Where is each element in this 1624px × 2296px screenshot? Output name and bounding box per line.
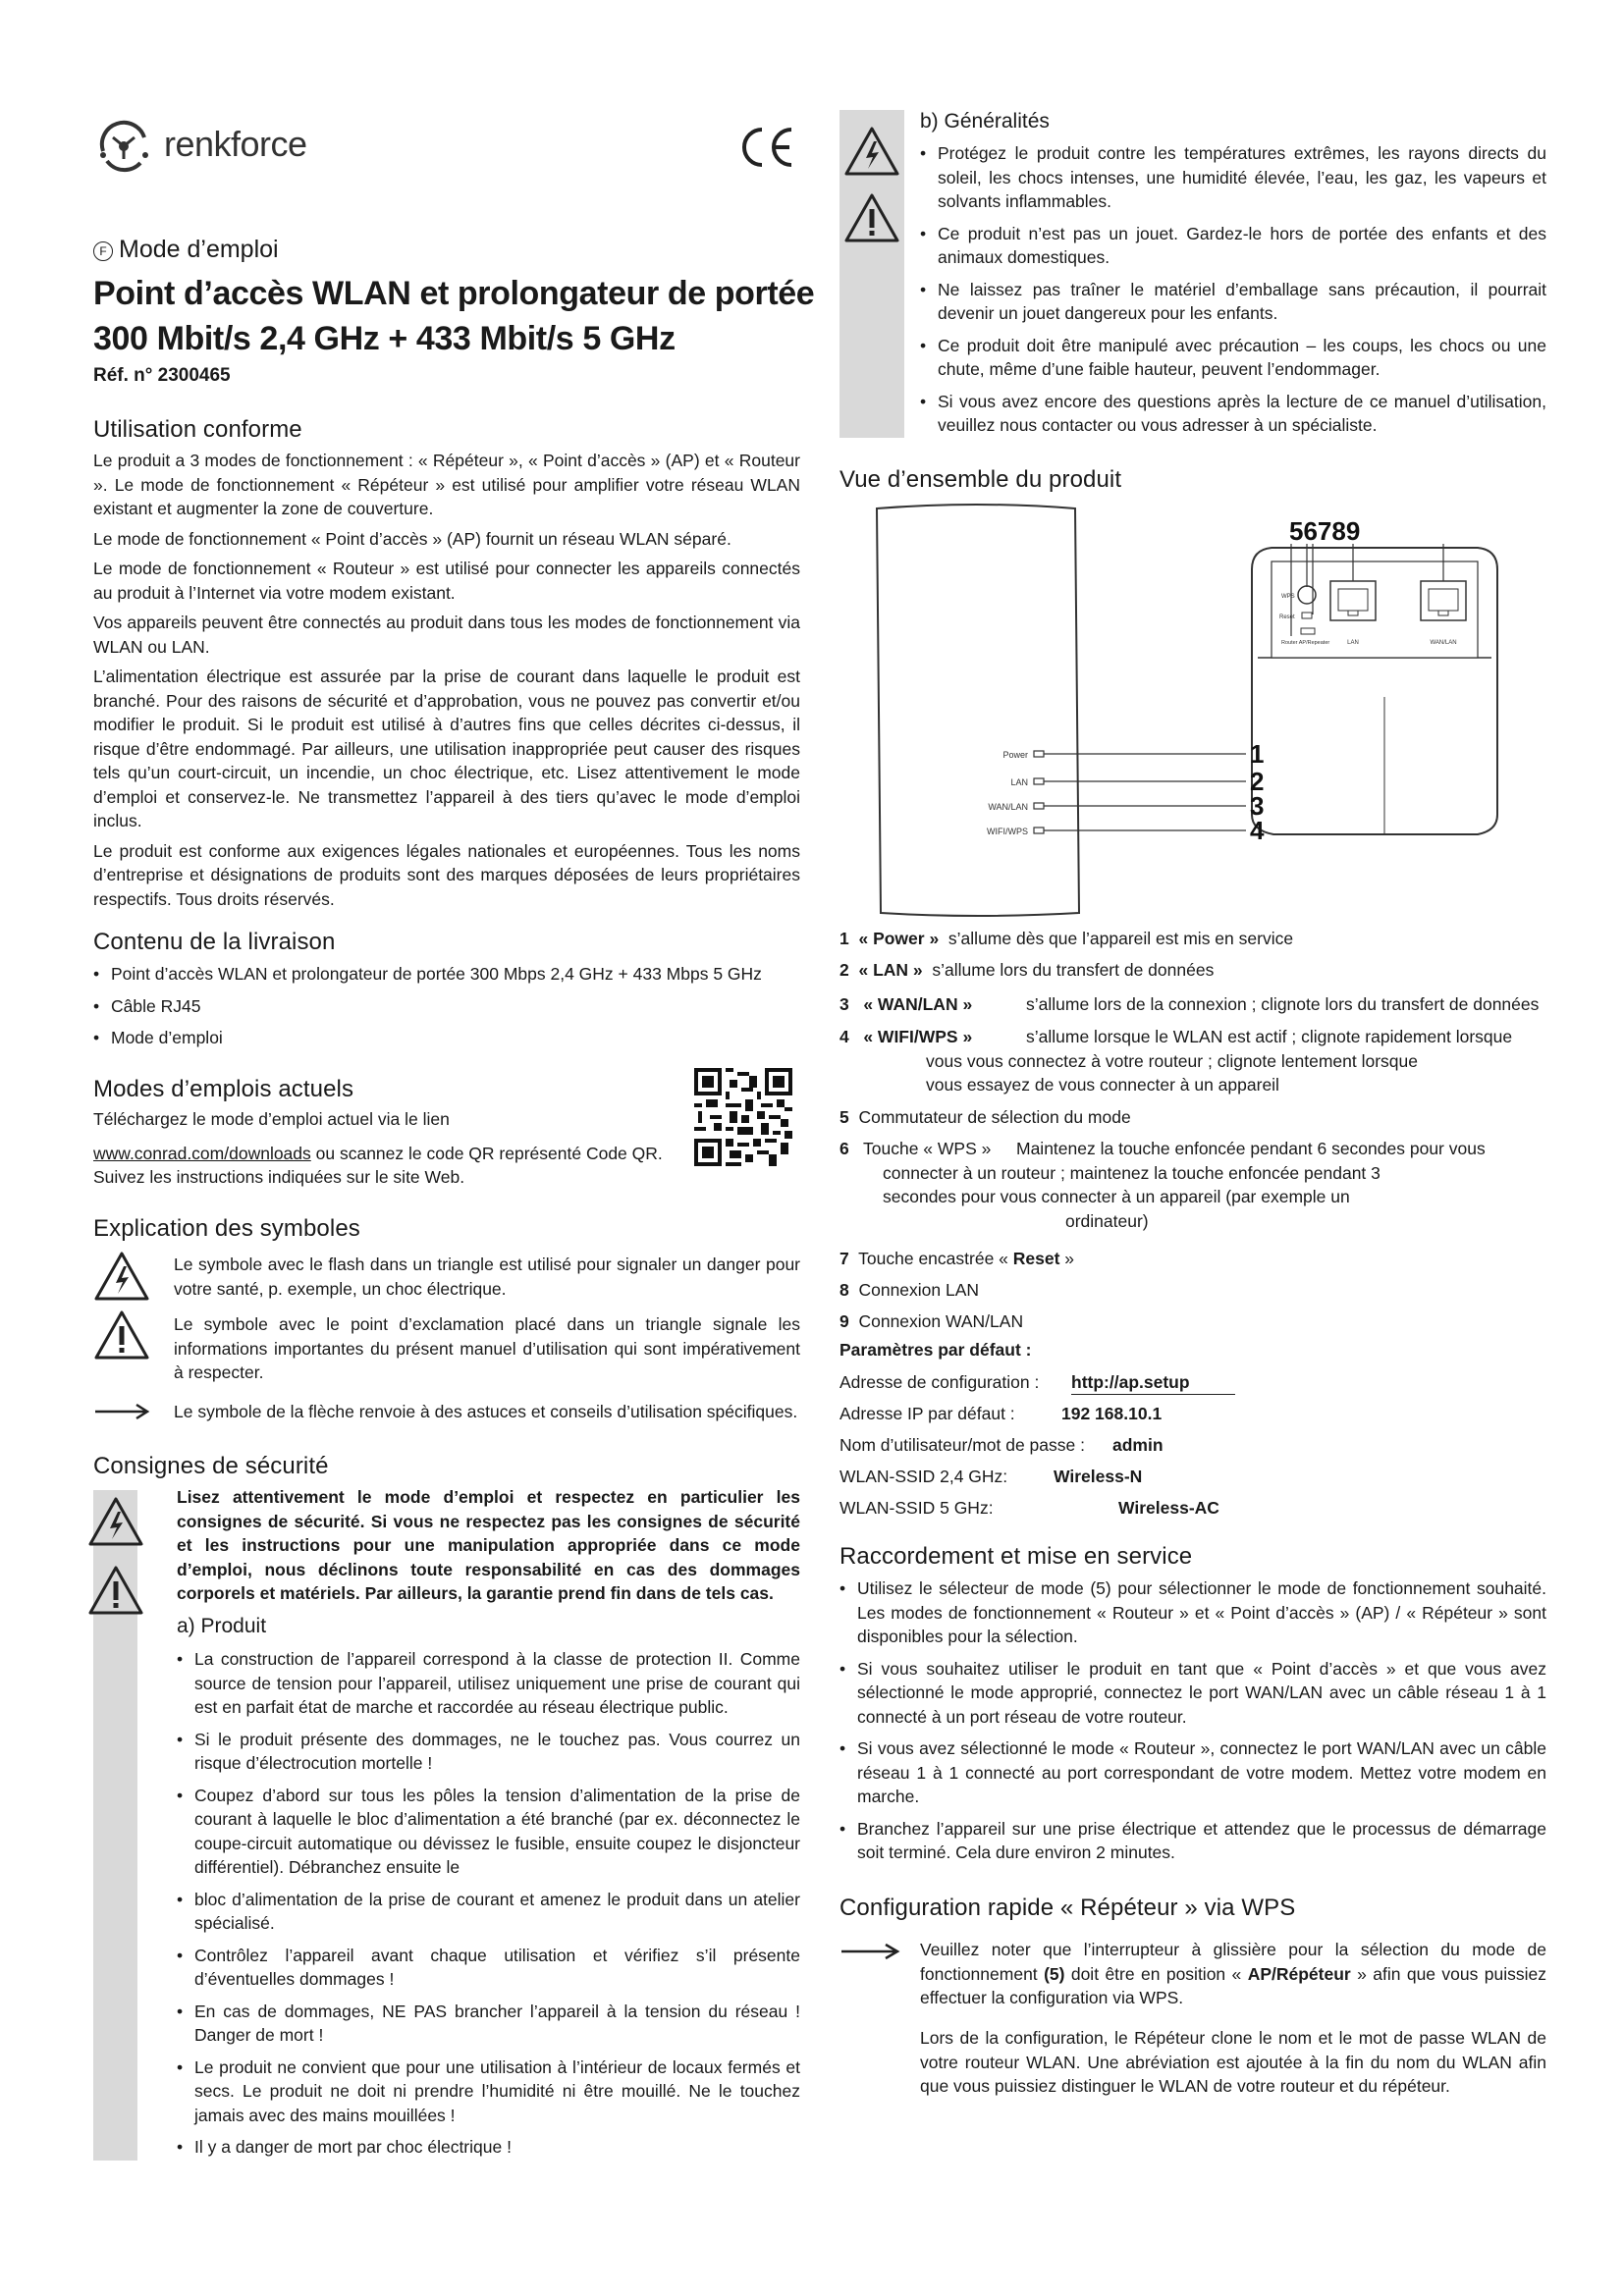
manuals-text <box>93 1107 682 1190</box>
list-item: • Ne laissez pas traîner le matériel d’emballage sans précaution, il pourrait devenir un jouet dangereux pour les enfants. <box>920 278 1546 326</box>
list-item: • Coupez d’abord sur tous les pôles la tension d’alimentation de la prise de courant à laquelle le bloc d’alimentation a été branché (par ex. déconnectez le coupe-circuit automatique ou dévissez le fusible, ensuite coupez le disjoncteur différentiel). Débranchez ensuite le <box>177 1784 800 1880</box>
figure-top-numbers: 56789 <box>1289 516 1361 546</box>
doc-type-label: Mode d’emploi <box>119 236 279 263</box>
reference-number: Réf. n° 2300465 <box>93 365 231 386</box>
list-item: • Ce produit n’est pas un jouet. Gardez-le hors de portée des enfants et des animaux domestiques. <box>920 222 1546 270</box>
title-line-2: 300 Mbit/s 2,4 GHz + 433 Mbit/s 5 GHz <box>93 320 676 357</box>
wps-panel-label: WPS <box>1281 594 1295 600</box>
led-number: 2 <box>1250 767 1265 796</box>
manuals-line-rest: ou scannez le code QR représenté Code QR. <box>310 1143 663 1163</box>
heading-manuals: Modes d’emplois actuels <box>93 1076 354 1102</box>
list-item: • Si vous avez encore des questions après la lecture de ce manuel d’utilisation, veuillez nous contacter ou vous adresser à un spécialiste. <box>920 390 1546 438</box>
product-figure <box>869 501 1517 923</box>
led-label-wanlan: WAN/LAN <box>988 802 1028 812</box>
brand-name: renkforce <box>164 124 307 164</box>
wps-paragraph: Lors de la configuration, le Répéteur clone le nom et le mot de passe WLAN de votre routeur WLAN. Une abréviation est ajoutée à la fin du nom du WLAN afin que vous puissiez distinguer le WLAN de votre routeur et du répéteur. <box>920 2028 1546 2096</box>
language-icon: F <box>93 241 113 261</box>
lightning-warning-icon <box>93 1251 150 1302</box>
list-item: • Point d’accès WLAN et prolongateur de portée 300 Mbps 2,4 GHz + 433 Mbps 5 GHz <box>93 962 800 987</box>
page-title <box>93 271 839 361</box>
list-item: 7 Touche encastrée « Reset » <box>839 1249 1075 1268</box>
mode-panel-label: Router AP/Repeater <box>1281 640 1330 646</box>
usage-paragraph: Vos appareils peuvent être connectés au produit dans tous les modes de fonctionnement via WLAN ou LAN. <box>93 613 800 657</box>
wps-note: Veuillez noter que l’interrupteur à glissière pour la sélection du mode de fonctionnement (5) doit être en position « AP/Répéteur » afin que vous puissiez effectuer la configuration via WPS. <box>920 1940 1547 2007</box>
list-item: • En cas de dommages, NE PAS brancher l’appareil à la tension du réseau ! Danger de mort ! <box>177 2000 800 2048</box>
lan-panel-label: LAN <box>1347 640 1359 646</box>
heading-safety: Consignes de sécurité <box>93 1453 329 1479</box>
qr-code-icon <box>694 1068 792 1166</box>
usage-text <box>93 449 800 911</box>
manuals-line <box>93 1142 682 1166</box>
title-line-1: Point d’accès WLAN et prolongateur de portée <box>93 275 815 312</box>
list-item: 6 Touche « WPS » Maintenez la touche enfoncée pendant 6 secondes pour vous connecter à un routeur ; maintenez la touche enfoncée pendant 3 secondes pour vous connecter à un appareil (par exemple un ordinateur) <box>839 1139 1486 1231</box>
led-number: 4 <box>1250 816 1265 845</box>
list-item: • bloc d’alimentation de la prise de courant et amenez le produit dans un atelier spécialisé. <box>177 1888 800 1936</box>
list-item: 1 « Power » s’allume dès que l’appareil est mis en service <box>839 929 1294 948</box>
usage-paragraph: Le produit est conforme aux exigences légales nationales et européennes. Tous les noms d’entreprise et désignations de produits sont des marques déposées de leurs propriétaires respectifs. Tous droits réservés. <box>93 840 800 909</box>
connection-list <box>839 1576 1546 1865</box>
list-item: 8 Connexion LAN <box>839 1280 980 1300</box>
manuals-line: Téléchargez le mode d’emploi actuel via le lien <box>93 1109 450 1129</box>
doc-type <box>93 236 279 264</box>
arrow-tip-icon <box>839 1942 900 1961</box>
list-item: 2 « LAN » s’allume lors du transfert de données <box>839 960 1215 980</box>
led-label-lan: LAN <box>1010 777 1028 787</box>
download-link[interactable]: www.conrad.com/downloads <box>93 1143 311 1163</box>
led-label-wifiwps: WIFI/WPS <box>987 827 1028 836</box>
defaults-table: Adresse de configuration : http://ap.setup Adresse IP par défaut : 192 168.10.1 Nom d’utilisateur/mot de passe : admin WLAN-SSID 2,4 GHz: Wireless-N WLAN-SSID 5 GHz: Wireless-AC <box>839 1370 1546 1527</box>
qr-code[interactable] <box>694 1068 792 1166</box>
list-item: • Le produit ne convient que pour une utilisation à l’intérieur de locaux fermés et secs. Le produit ne doit ni prendre l’humidité ni être mouillé. Ne le touchez jamais avec des mains mouillées ! <box>177 2056 800 2128</box>
ce-mark-icon <box>738 126 797 169</box>
list-item: • Il y a danger de mort par choc électrique ! <box>177 2135 800 2160</box>
led-label-power: Power <box>1002 750 1028 760</box>
list-item: • Utilisez le sélecteur de mode (5) pour sélectionner le mode de fonctionnement souhaité. Les modes de fonctionnement « Routeur » et « Point d’accès » (AP) / « Répéteur » sont disponibles pour la sélection. <box>839 1576 1546 1649</box>
exclamation-warning-icon <box>87 1565 144 1616</box>
lightning-warning-icon <box>843 126 900 177</box>
list-item: • Si vous souhaitez utiliser le produit en tant que « Point d’accès » et que vous avez sélectionné le mode approprié, connectez le port WAN/LAN avec un câble réseau 1 à 1 connecté à un port réseau de votre routeur. <box>839 1657 1546 1730</box>
heading-product: a) Produit <box>177 1615 267 1637</box>
reset-panel-label: Reset <box>1279 614 1295 620</box>
logo-icon <box>93 116 154 177</box>
exclamation-warning-icon <box>843 192 900 243</box>
list-item: • Protégez le produit contre les températures extrêmes, les rayons directs du soleil, les chocs intenses, une humidité élevée, l’eau, les gaz, les vapeurs et solvants inflammables. <box>920 141 1546 214</box>
list-item: • Câble RJ45 <box>93 994 800 1019</box>
lightning-symbol-text: Le symbole avec le flash dans un triangle est utilisé pour signaler un danger pour votre santé, p. exemple, un choc électrique. <box>174 1255 800 1299</box>
heading-contents: Contenu de la livraison <box>93 929 336 955</box>
list-item: • Contrôlez l’appareil avant chaque utilisation et vérifiez s’il présente d’éventuelles dommages ! <box>177 1944 800 1992</box>
list-item: • Si le produit présente des dommages, ne le touchez pas. Vous courrez un risque d’électrocution mortelle ! <box>177 1728 800 1776</box>
list-item: • Branchez l’appareil sur une prise électrique et attendez que le processus de démarrage soit terminé. Cela dure environ 2 minutes. <box>839 1817 1546 1865</box>
list-item: 5 Commutateur de sélection du mode <box>839 1107 1131 1127</box>
heading-general: b) Généralités <box>920 110 1050 133</box>
list-item: 9 Connexion WAN/LAN <box>839 1311 1024 1331</box>
manuals-line: Suivez les instructions indiquées sur le site Web. <box>93 1167 465 1187</box>
lightning-warning-icon <box>87 1496 144 1547</box>
product-safety-list <box>177 1647 800 2160</box>
heading-usage: Utilisation conforme <box>93 416 302 443</box>
usage-paragraph: L’alimentation électrique est assurée par la prise de courant dans laquelle le produit est branché. Pour des raisons de sécurité et d’approbation, vous ne pouvez pas convertir et/ou modifier le produit. Si le produit est utilisé à d’autres fins que celles décrites ci-dessus, il risque d’être endommagé. Par ailleurs, une utilisation inappropriée peut causer des risques tels qu’un court-circuit, un incendie, un choc électrique, etc. Lisez attentivement le mode d’emploi et conservez-le. Ne transmettez l’appareil à des tiers qu’avec le mode d’emploi inclus. <box>93 667 800 830</box>
arrow-tip-icon <box>93 1402 150 1421</box>
arrow-symbol-text: Le symbole de la flèche renvoie à des astuces et conseils d’utilisation spécifiques. <box>174 1402 798 1421</box>
usage-paragraph: Le mode de fonctionnement « Routeur » est utilisé pour connecter les appareils connectés au produit à l’Internet via votre modem existant. <box>93 559 800 603</box>
list-item: • Si vous avez sélectionné le mode « Routeur », connectez le port WAN/LAN avec un câble réseau 1 à 1 connecté au port correspondant de votre modem. Mettez votre modem en marche. <box>839 1736 1546 1809</box>
ce-mark <box>738 126 797 174</box>
list-item: 4 « WIFI/WPS » s’allume lorsque le WLAN est actif ; clignote rapidement lorsque vous vous connectez à votre routeur ; clignote lentement lorsque vous essayez de vous connecter à un appareil <box>839 1027 1513 1095</box>
general-safety-list <box>920 141 1546 438</box>
wanlan-panel-label: WAN/LAN <box>1430 640 1457 646</box>
heading-connection: Raccordement et mise en service <box>839 1543 1193 1570</box>
list-item: 3 « WAN/LAN » s’allume lors de la connexion ; clignote lors du transfert de données <box>839 994 1540 1014</box>
heading-wps-config: Configuration rapide « Répéteur » via WPS <box>839 1895 1296 1921</box>
exclamation-symbol-text: Le symbole avec le point d’exclamation placé dans un triangle signale les informations importantes du présent manuel d’utilisation qui sont impérativement à respecter. <box>174 1314 800 1382</box>
heading-overview: Vue d’ensemble du produit <box>839 466 1122 493</box>
contents-list <box>93 962 800 1050</box>
safety-intro: Lisez attentivement le mode d’emploi et respectez en particulier les consignes de sécurité. Si vous ne respectez pas les consignes de sécurité et les instructions pour une manipulation appropriée dans ce mode d’emploi, nous déclinons toute responsabilité en cas des dommages corporels et matériels. Par ailleurs, la garantie prend fin dans de tels cas. <box>177 1487 800 1603</box>
usage-paragraph: Le produit a 3 modes de fonctionnement : « Répéteur », « Point d’accès » (AP) et « Routeur ». Le mode de fonctionnement « Répéteur » est utilisé pour amplifier votre réseau WLAN existant et augmenter la zone de couverture. <box>93 451 800 518</box>
renkforce-logo <box>93 116 349 175</box>
led-number: 3 <box>1250 791 1265 821</box>
defaults-heading: Paramètres par défaut : <box>839 1340 1032 1360</box>
list-item: • Ce produit doit être manipulé avec précaution – les coups, les chocs ou une chute, même d’une faible hauteur, peuvent l’endommager. <box>920 334 1546 382</box>
exclamation-warning-icon <box>93 1309 150 1361</box>
heading-symbols: Explication des symboles <box>93 1215 360 1242</box>
router-diagram <box>869 501 1517 923</box>
list-item: • La construction de l’appareil correspond à la classe de protection II. Comme source de tension pour l’appareil, utilisez uniquement une prise de courant qui est en parfait état de marche et raccordée au réseau électrique public. <box>177 1647 800 1720</box>
led-number: 1 <box>1250 739 1265 769</box>
usage-paragraph: Le mode de fonctionnement « Point d’accès » (AP) fournit un réseau WLAN séparé. <box>93 528 731 549</box>
list-item: • Mode d’emploi <box>93 1026 800 1050</box>
